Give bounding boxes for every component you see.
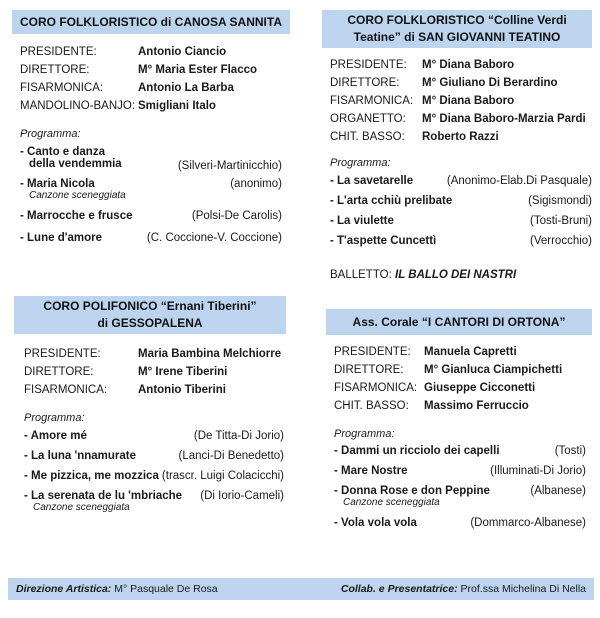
piece-author: (Verrocchio) bbox=[530, 235, 592, 247]
piece-title: - Maria Nicola bbox=[20, 178, 95, 190]
piece-author: (anonimo) bbox=[230, 178, 282, 190]
balletto-name: IL BALLO DEI NASTRI bbox=[395, 269, 517, 281]
choir3-title-line2: di GESSOPALENA bbox=[97, 316, 203, 330]
role-name: M° Diana Baboro bbox=[422, 59, 515, 71]
role-name: M° Gianluca Ciampichetti bbox=[424, 364, 563, 376]
choir1-title: CORO FOLKLORISTICO di CANOSA SANNITA bbox=[20, 14, 282, 29]
piece-title: - Vola vola vola bbox=[334, 517, 417, 529]
choir3-header bbox=[14, 296, 286, 334]
piece-author: (Tosti) bbox=[554, 445, 586, 457]
list-item bbox=[330, 215, 592, 227]
piece-title: - Canto e danza bbox=[20, 146, 105, 158]
role-label: CHIT. BASSO: bbox=[330, 131, 405, 143]
role-label: PRESIDENTE: bbox=[24, 348, 101, 360]
list-item bbox=[24, 430, 284, 442]
role-name: Maria Bambina Melchiorre bbox=[138, 348, 282, 360]
role-row bbox=[20, 61, 290, 79]
role-name: M° Maria Ester Flacco bbox=[138, 64, 258, 76]
role-name: Roberto Razzi bbox=[422, 131, 499, 143]
role-name: M° Diana Baboro bbox=[422, 95, 515, 107]
list-item bbox=[334, 485, 586, 509]
piece-title: - Mare Nostre bbox=[334, 465, 408, 477]
piece-author: (C. Coccione-V. Coccione) bbox=[146, 232, 282, 244]
piece-author: (Silveri-Martinicchio) bbox=[177, 160, 282, 172]
role-label: ORGANETTO: bbox=[330, 113, 406, 125]
choir4-programma-label: Programma: bbox=[334, 428, 395, 440]
piece-title: - Dammi un ricciolo dei capelli bbox=[334, 445, 500, 457]
role-label: CHIT. BASSO: bbox=[334, 400, 409, 412]
list-item bbox=[330, 235, 592, 247]
list-item bbox=[24, 450, 284, 462]
choir1-program-list bbox=[20, 146, 282, 252]
role-row bbox=[330, 128, 592, 146]
choir4-program-list bbox=[334, 445, 586, 537]
piece-author: (De Titta-Di Jorio) bbox=[193, 430, 284, 442]
balletto-label: BALLETTO: bbox=[330, 269, 392, 281]
piece-title: - T'aspette Cuncettì bbox=[330, 235, 437, 247]
list-item bbox=[20, 178, 282, 202]
list-item bbox=[24, 490, 284, 514]
list-item bbox=[334, 517, 586, 529]
piece-author: (Illuminati-Di Jorio) bbox=[490, 465, 586, 477]
footer-left-label: Direzione Artistica: bbox=[16, 583, 112, 595]
piece-title: - Marrocche e frusce bbox=[20, 210, 133, 222]
piece-title: - Amore mé bbox=[24, 430, 87, 442]
piece-note: Canzone sceneggiata bbox=[29, 190, 126, 201]
choir1-header bbox=[12, 10, 290, 34]
role-row bbox=[330, 110, 592, 128]
role-name: M° Giuliano Di Berardino bbox=[422, 77, 558, 89]
list-item bbox=[330, 175, 592, 187]
role-row bbox=[20, 43, 290, 61]
role-name: Manuela Capretti bbox=[424, 346, 517, 358]
role-label: PRESIDENTE: bbox=[334, 346, 411, 358]
role-name: M° Irene Tiberini bbox=[138, 366, 228, 378]
role-label: DIRETTORE: bbox=[330, 77, 400, 89]
role-name: M° Diana Baboro-Marzia Pardi bbox=[422, 113, 586, 125]
piece-note: Canzone sceneggiata bbox=[33, 502, 130, 513]
role-label: DIRETTORE: bbox=[24, 366, 94, 378]
list-item bbox=[20, 146, 282, 170]
piece-note: Canzone sceneggiata bbox=[343, 497, 440, 508]
choir3-program-list bbox=[24, 430, 284, 522]
piece-title: - L'arta cchiù prelibate bbox=[330, 195, 453, 207]
list-item bbox=[20, 210, 282, 222]
piece-author: (Dommarco-Albanese) bbox=[470, 517, 586, 529]
list-item bbox=[24, 470, 284, 482]
choir3-roles bbox=[24, 345, 286, 399]
footer-right bbox=[341, 583, 586, 595]
choir4-roles bbox=[334, 343, 592, 415]
list-item bbox=[20, 232, 282, 244]
list-item bbox=[334, 465, 586, 477]
role-row bbox=[20, 97, 290, 115]
role-label: MANDOLINO-BANJO: bbox=[20, 100, 136, 112]
list-item bbox=[334, 445, 586, 457]
footer-right-value: Prof.ssa Michelina Di Nella bbox=[460, 583, 586, 595]
piece-author: (Tosti-Bruni) bbox=[530, 215, 592, 227]
piece-title: - Lune d'amore bbox=[20, 232, 102, 244]
choir2-title-line1: CORO FOLKLORISTICO “Colline Verdi bbox=[347, 13, 567, 27]
role-row bbox=[330, 56, 592, 74]
choir2-roles bbox=[330, 56, 592, 146]
piece-author: (Di Iorio-Cameli) bbox=[200, 490, 284, 502]
footer-right-label: Collab. e Presentatrice: bbox=[340, 583, 458, 595]
piece-author: (Anonimo-Elab.Di Pasquale) bbox=[446, 175, 592, 187]
role-row bbox=[24, 363, 286, 381]
footer-left bbox=[16, 583, 218, 595]
piece-author: (trascr. Luigi Colacicchi) bbox=[161, 470, 284, 482]
choir3-title-line1: CORO POLIFONICO “Ernani Tiberini” bbox=[43, 299, 257, 313]
role-name: Giuseppe Cicconetti bbox=[424, 382, 536, 394]
piece-title: - La savetarelle bbox=[330, 175, 414, 187]
role-label: PRESIDENTE: bbox=[20, 46, 97, 58]
role-row bbox=[330, 74, 592, 92]
role-row bbox=[330, 92, 592, 110]
choir2-program-list bbox=[330, 175, 592, 255]
role-name: Antonio Tiberini bbox=[138, 384, 226, 396]
choir2-balletto bbox=[330, 269, 516, 281]
footer-left-value: M° Pasquale De Rosa bbox=[114, 583, 218, 595]
choir2-header bbox=[322, 10, 592, 48]
role-name: Smigliani Italo bbox=[138, 100, 216, 112]
piece-author: (Polsi-De Carolis) bbox=[191, 210, 282, 222]
choir1-programma-label: Programma: bbox=[20, 128, 81, 140]
role-row bbox=[334, 397, 592, 415]
choir3-programma-label: Programma: bbox=[24, 412, 85, 424]
piece-author: (Sigismondi) bbox=[528, 195, 592, 207]
role-name: Massimo Ferruccio bbox=[424, 400, 529, 412]
role-row bbox=[334, 379, 592, 397]
choir2-title-line2: Teatine” di SAN GIOVANNI TEATINO bbox=[353, 30, 561, 44]
role-label: FISARMONICA: bbox=[334, 382, 418, 394]
role-label: FISARMONICA: bbox=[330, 95, 414, 107]
role-row bbox=[334, 361, 592, 379]
piece-title: - La viulette bbox=[330, 215, 394, 227]
footer-bar bbox=[8, 578, 594, 600]
choir4-title: Ass. Corale “I CANTORI DI ORTONA” bbox=[352, 314, 566, 329]
role-name: Antonio Ciancio bbox=[138, 46, 227, 58]
piece-title-line2: della vendemmia bbox=[29, 158, 122, 170]
role-row bbox=[20, 79, 290, 97]
role-row bbox=[334, 343, 592, 361]
role-name: Antonio La Barba bbox=[138, 82, 234, 94]
piece-title: - Me pizzica, me mozzica bbox=[24, 470, 159, 482]
list-item bbox=[330, 195, 592, 207]
piece-author: (Albanese) bbox=[530, 485, 586, 497]
piece-title: - Donna Rose e don Peppine bbox=[334, 485, 490, 497]
role-label: DIRETTORE: bbox=[334, 364, 404, 376]
role-label: FISARMONICA: bbox=[24, 384, 108, 396]
role-label: DIRETTORE: bbox=[20, 64, 90, 76]
choir4-header bbox=[326, 309, 592, 335]
role-label: PRESIDENTE: bbox=[330, 59, 407, 71]
piece-title: - La serenata de lu 'mbriache bbox=[24, 490, 183, 502]
role-row bbox=[24, 381, 286, 399]
piece-title: - La luna 'nnamurate bbox=[24, 450, 137, 462]
role-label: FISARMONICA: bbox=[20, 82, 104, 94]
choir2-programma-label: Programma: bbox=[330, 157, 391, 169]
choir1-roles bbox=[20, 43, 290, 115]
piece-author: (Lanci-Di Benedetto) bbox=[178, 450, 284, 462]
role-row bbox=[24, 345, 286, 363]
